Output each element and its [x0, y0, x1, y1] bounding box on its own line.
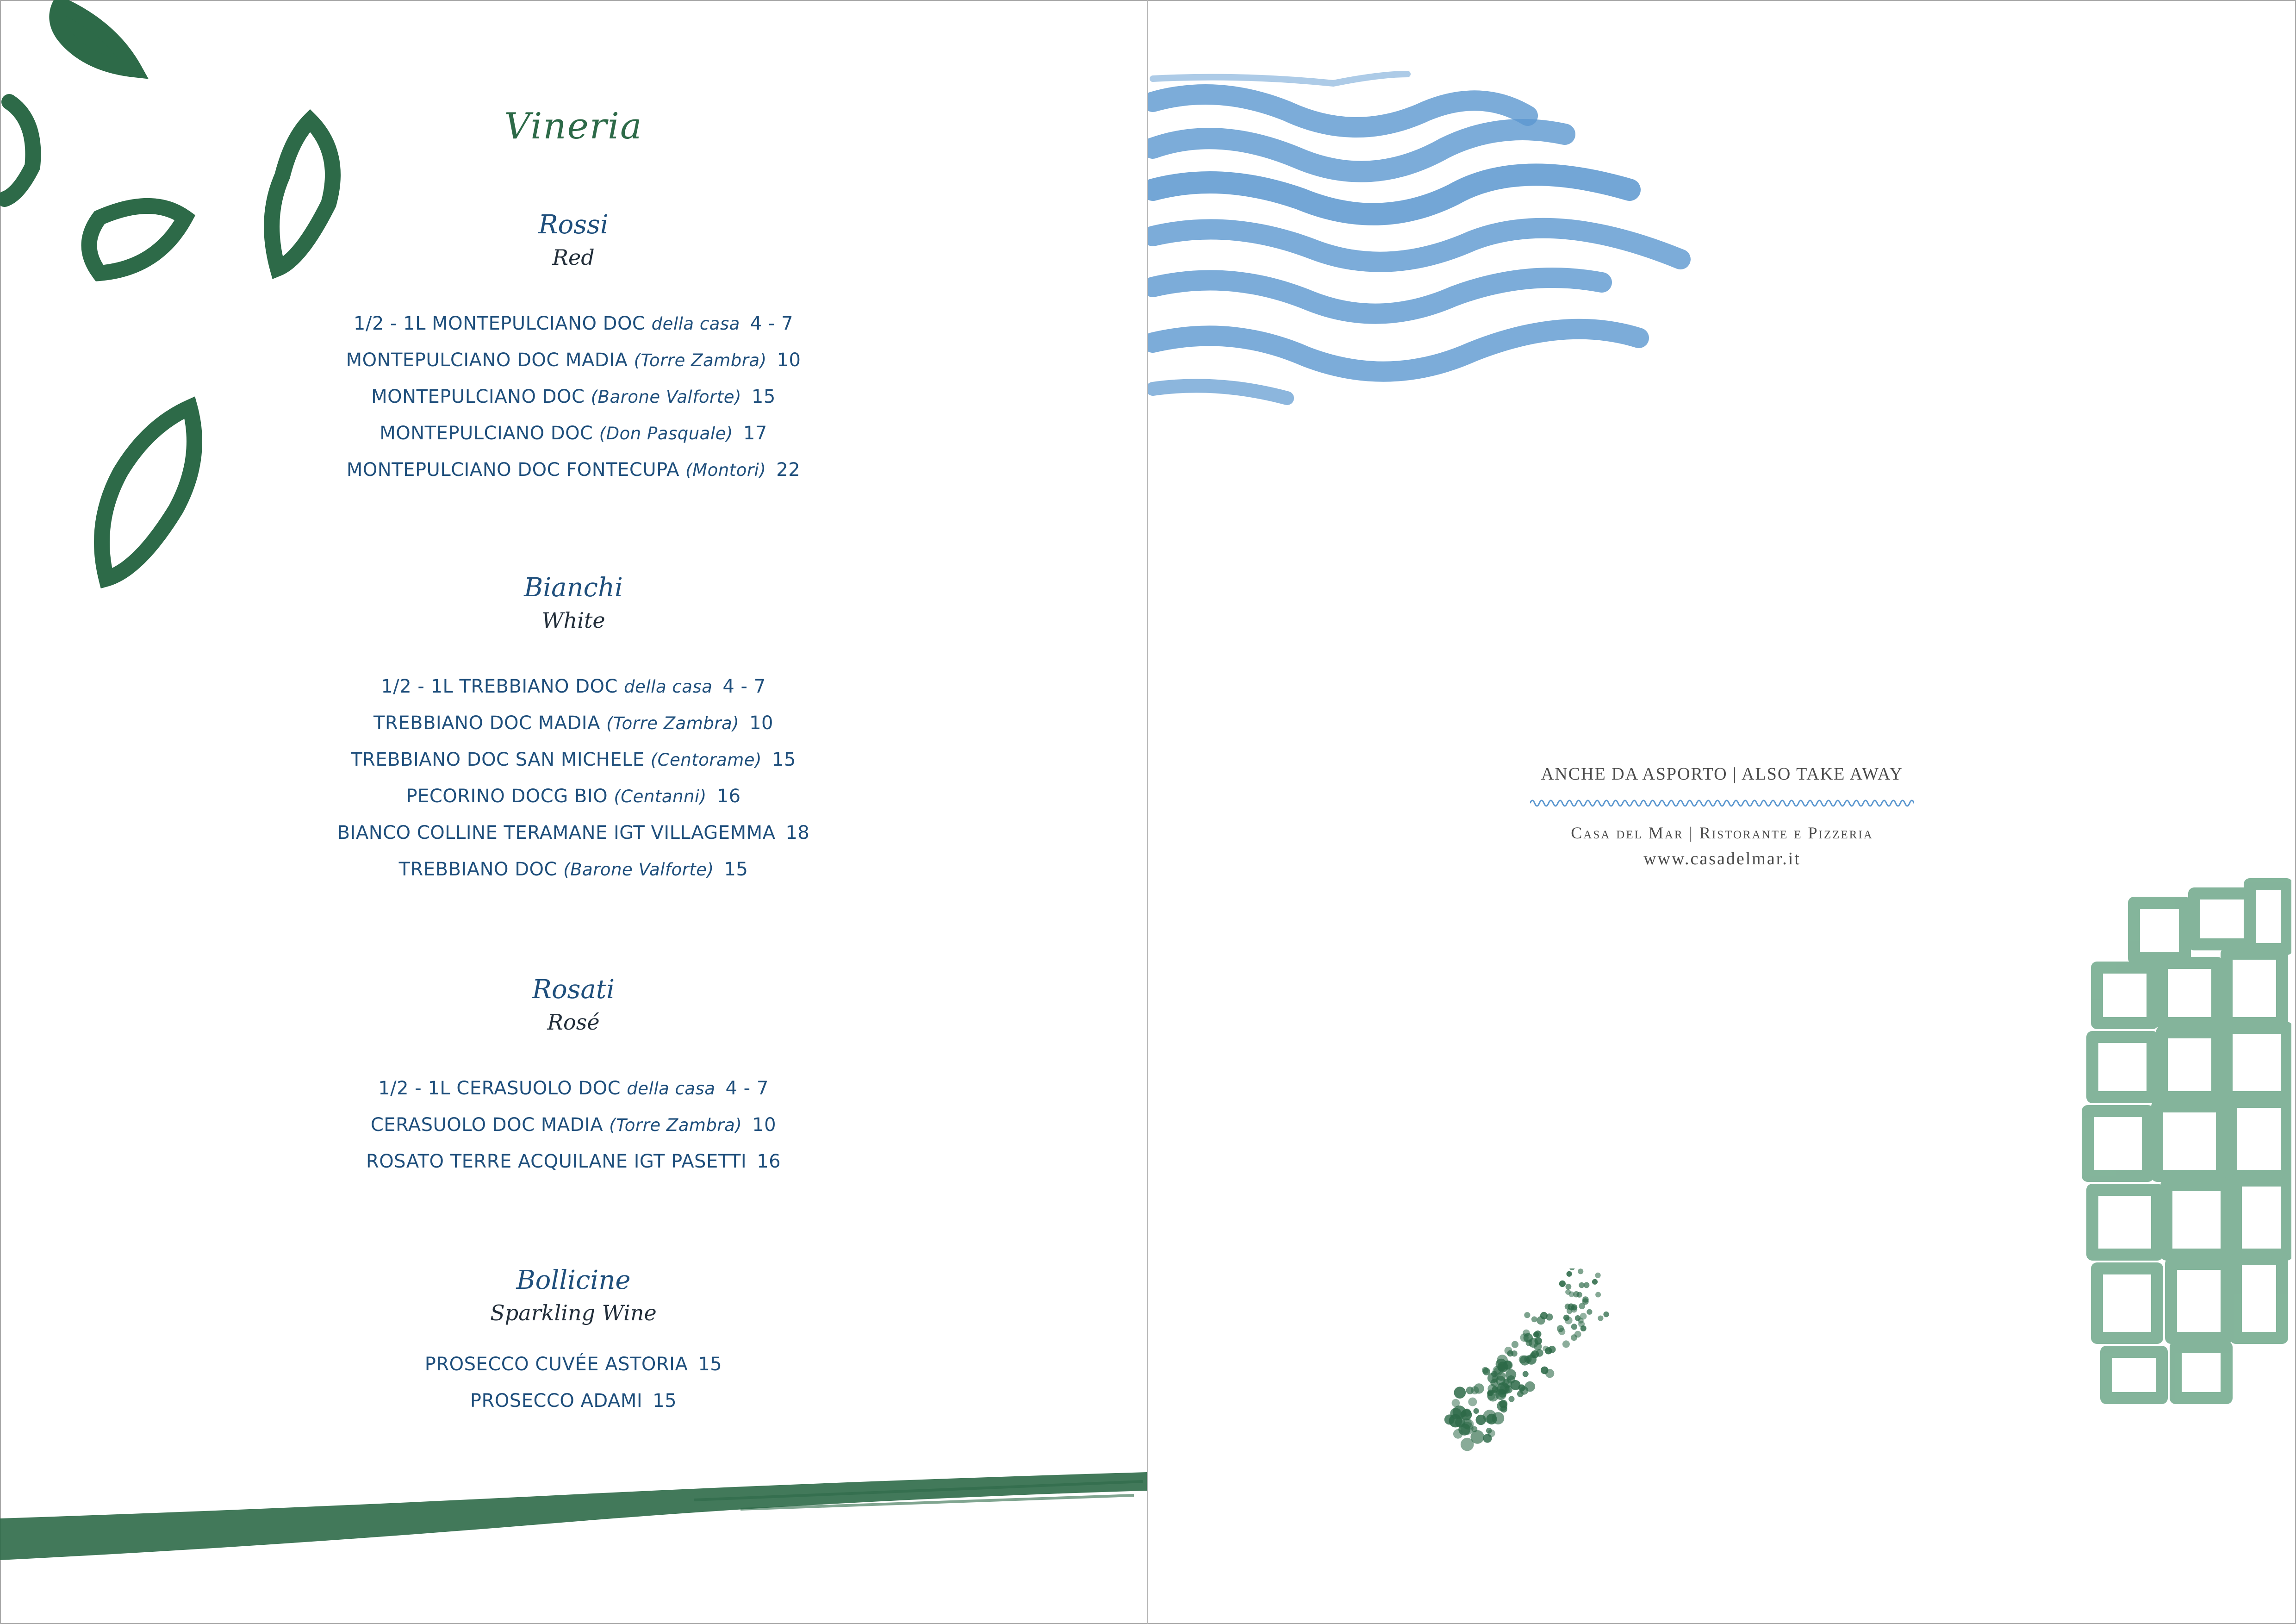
dot: [1558, 1328, 1565, 1335]
dot: [1592, 1279, 1598, 1285]
dot: [1499, 1400, 1507, 1408]
wine-item: 1/2 - 1L CERASUOLO DOC della casa 4 - 7: [378, 1078, 769, 1099]
wavy-divider: [1530, 796, 1914, 810]
dot: [1463, 1409, 1471, 1417]
dot: [1487, 1389, 1493, 1396]
dot: [1580, 1313, 1587, 1320]
dot: [1568, 1304, 1574, 1311]
back-page: [1148, 0, 2296, 1624]
dot: [1474, 1383, 1484, 1393]
dot: [1569, 1268, 1575, 1270]
dot: [1529, 1338, 1538, 1348]
section-subtitle: Red: [552, 245, 595, 270]
section-rosati: [0, 972, 1147, 1180]
wine-item: TREBBIANO DOC (Barone Valforte) 15: [398, 859, 748, 880]
dot: [1534, 1330, 1541, 1337]
dot: [1575, 1315, 1581, 1321]
dot: [1486, 1428, 1492, 1434]
section-title: Rosati: [532, 974, 615, 1005]
dot: [1468, 1398, 1477, 1406]
dot: [1483, 1434, 1492, 1443]
dot: [1497, 1372, 1506, 1380]
wine-item: ROSATO TERRE ACQUILANE IGT PASETTI 16: [366, 1151, 781, 1172]
dot: [1531, 1350, 1539, 1358]
section-subtitle: White: [541, 608, 605, 633]
dot: [1523, 1330, 1530, 1337]
section-bollicine: [0, 1263, 1147, 1419]
dot: [1466, 1387, 1474, 1394]
dot: [1483, 1368, 1490, 1375]
dot: [1574, 1331, 1581, 1338]
dot: [1598, 1316, 1603, 1321]
dot: [1509, 1396, 1515, 1402]
dot: [1454, 1387, 1466, 1399]
wine-item: MONTEPULCIANO DOC FONTECUPA (Montori) 22: [346, 459, 801, 481]
dot: [1491, 1371, 1498, 1377]
wine-item: TREBBIANO DOC MADIA (Torre Zambra) 10: [373, 712, 773, 734]
dot: [1470, 1430, 1484, 1444]
takeaway-text: ANCHE DA ASPORTO | ALSO TAKE AWAY: [1541, 764, 1904, 784]
dot: [1524, 1312, 1530, 1318]
dot: [1603, 1312, 1609, 1317]
dot: [1511, 1380, 1521, 1390]
dot: [1512, 1341, 1518, 1348]
section-bianchi: [0, 570, 1147, 888]
wine-item: BIANCO COLLINE TERAMANE IGT VILLAGEMMA 18: [337, 822, 810, 843]
section-subtitle: Rosé: [547, 1010, 600, 1035]
dot: [1511, 1350, 1517, 1356]
houses-decoration: [2078, 875, 2291, 1417]
wine-item: PROSECCO ADAMI 15: [470, 1390, 677, 1412]
section-rossi: [0, 207, 1147, 488]
dot: [1571, 1324, 1577, 1330]
dot: [1524, 1381, 1535, 1392]
dot: [1474, 1408, 1479, 1414]
dot: [1523, 1371, 1529, 1377]
dot: [1559, 1280, 1566, 1287]
dot: [1495, 1389, 1506, 1400]
dot: [1519, 1355, 1527, 1363]
dots-decoration: [1435, 1268, 1620, 1454]
wine-item: 1/2 - 1L TREBBIANO DOC della casa 4 - 7: [381, 676, 766, 697]
dot: [1579, 1303, 1585, 1310]
wine-item: 1/2 - 1L MONTEPULCIANO DOC della casa 4 - 7: [353, 313, 794, 334]
restaurant-info: [1148, 819, 2296, 871]
dot: [1545, 1347, 1552, 1354]
section-title: Rossi: [538, 210, 609, 240]
dot: [1595, 1292, 1601, 1298]
dot: [1587, 1309, 1592, 1315]
dot: [1579, 1282, 1584, 1288]
dot: [1566, 1284, 1572, 1290]
wave-decoration: [1148, 65, 1704, 417]
dot: [1578, 1268, 1583, 1274]
section-title: Bollicine: [516, 1265, 631, 1295]
dot: [1562, 1340, 1570, 1348]
brush-stroke: [0, 1468, 1147, 1579]
dot: [1483, 1410, 1496, 1423]
wine-item: MONTEPULCIANO DOC (Barone Valforte) 15: [371, 386, 776, 407]
wine-item: PECORINO DOCG BIO (Centanni) 16: [406, 786, 741, 807]
dot: [1577, 1292, 1582, 1298]
dot: [1463, 1419, 1474, 1430]
menu-title: Vineria: [504, 106, 643, 147]
wine-item: PROSECCO CUVÉE ASTORIA 15: [424, 1354, 722, 1375]
dot: [1506, 1369, 1516, 1380]
dot: [1546, 1313, 1553, 1320]
dot: [1565, 1317, 1573, 1324]
wine-item: MONTEPULCIANO DOC MADIA (Torre Zambra) 10: [346, 350, 801, 371]
dot: [1545, 1369, 1554, 1378]
wine-menu-page: [0, 0, 1147, 1624]
section-title: Bianchi: [524, 573, 623, 603]
dot: [1498, 1364, 1505, 1371]
dot: [1531, 1316, 1537, 1322]
wine-item: TREBBIANO DOC SAN MICHELE (Centorame) 15: [351, 749, 796, 770]
website-link[interactable]: www.casadelmar.it: [1643, 849, 1801, 868]
wine-item: MONTEPULCIANO DOC (Don Pasquale) 17: [380, 423, 767, 444]
wine-item: CERASUOLO DOC MADIA (Torre Zambra) 10: [370, 1114, 777, 1136]
dot: [1567, 1271, 1572, 1277]
dot: [1565, 1289, 1571, 1295]
dot: [1578, 1321, 1585, 1327]
dot: [1517, 1391, 1524, 1397]
dot: [1595, 1273, 1601, 1278]
section-subtitle: Sparkling Wine: [490, 1300, 657, 1325]
restaurant-name: Casa del Mar | Ristorante e Pizzeria: [1571, 824, 1873, 842]
